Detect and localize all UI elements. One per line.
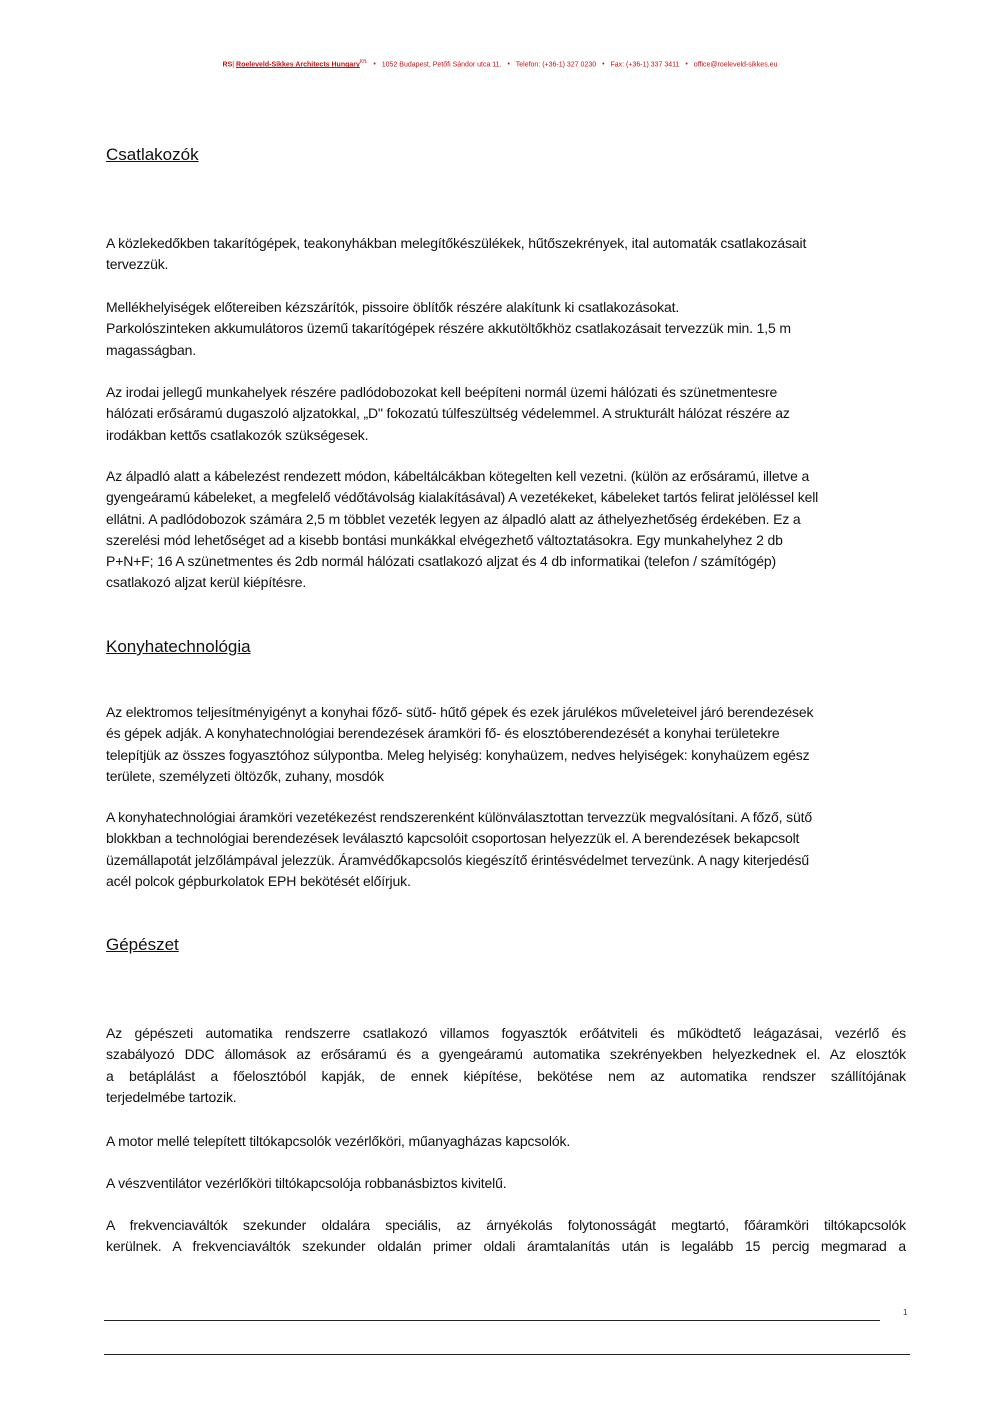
page-number: 1 [903, 1308, 908, 1317]
paragraph-line: ellátni. A padlódobozok számára 2,5 m többlet vezeték legyen az álpadló alatt az áthelyezhetőség érdekében. Ez a [106, 510, 801, 527]
paragraph-line: Az elektromos teljesítményigényt a konyhai főző- sütő- hűtő gépek és ezek járulékos műveleteivel járó berendezések [106, 704, 814, 720]
paragraph-line: Az gépészeti automatika rendszerre csatlakozó villamos fogyasztók erőátviteli és működtető leágazásai, vezérlő és [106, 1025, 906, 1041]
paragraph-line: blokkban a technológiai berendezések leválasztó kapcsolóit csoportosan helyezzük el. A berendezések bekapcsolt [106, 830, 800, 847]
paragraph-line: üzemállapotát jelzőlámpával jelezzük. Áramvédőkapcsolós kiegészítő érintésvédelmet tervezünk. A nagy kiterjedésű [106, 851, 810, 868]
header-separator: • [685, 61, 688, 69]
paragraph-line: acél polcok gépburkolatok EPH bekötését előírjuk. [106, 872, 411, 889]
paragraph [106, 382, 906, 446]
paragraph-line: A frekvenciaváltók szekunder oldalára speciális, az árnyékolás folytonosságát megtartó, főáramköri tiltókapcsolók [106, 1217, 906, 1233]
paragraph-line: kerülnek. A frekvenciaváltók szekunder oldalán primer oldali áramtalanítás után is legalább 15 percig megmarad a [106, 1238, 906, 1255]
header-separator: • [507, 61, 510, 69]
section-title-konyhatechnologia: Konyhatechnológia [106, 637, 251, 656]
paragraph-line: és gépek adják. A konyhatechnológiai berendezések áramköri fő- és elosztóberendezését a konyhai területekre [106, 725, 780, 742]
paragraph-line: csatlakozó aljzat kerül kiépítésre. [106, 574, 307, 591]
paragraph-line: szerelési mód lehetőséget ad a kisebb bontási munkákkal elvégezhető változtatásokra. Egy munkahelyhez 2 db [106, 531, 783, 548]
company-abbreviation: RS [222, 61, 233, 69]
paragraph-line: gyengeáramú kábeleket, a megfelelő védőtávolság kialakításával) A vezetékeket, kábeleket tartós felirat jelöléssel kell [106, 489, 819, 506]
paragraph [106, 807, 906, 892]
header-separator: • [602, 61, 605, 69]
paragraph-line: telepítjük az összes fogyasztóhoz súlypontba. Meleg helyiség: konyhaüzem, nedves helyiségek: konyhaüzem egész [106, 746, 810, 763]
paragraph-line: irodákban kettős csatlakozók szükségesek. [106, 426, 369, 443]
paragraph-line: a betáplálást a főelosztóból kapják, de ennek kiépítése, bekötése nem az automatika rendszer szállítójának [106, 1067, 906, 1084]
paragraph [106, 1023, 906, 1108]
paragraph [106, 702, 906, 787]
paragraph [106, 1131, 906, 1152]
paragraph-line: tervezzük. [106, 256, 169, 273]
paragraph-line: Mellékhelyiségek előtereiben kézszárítók, pissoire öblítők részére alakítunk ki csatlakozásokat. [106, 299, 680, 315]
paragraph-line: területe, személyzeti öltözők, zuhany, mosdók [106, 767, 384, 784]
paragraph-line: terjedelmébe tartozik. [106, 1088, 237, 1105]
paragraph [106, 297, 906, 361]
paragraph-line: hálózati erősáramú dugaszoló aljzatokkal, „D" fokozatú túlfeszültség védelemmel. A strukturált hálózat részére az [106, 405, 790, 422]
paragraph [106, 1173, 906, 1194]
company-phone: Telefon: (+36-1) 327 0230 [515, 61, 597, 69]
company-fax: Fax: (+36-1) 337 3411 [610, 61, 680, 69]
section-title-gepeszet: Gépészet [106, 935, 179, 954]
paragraph [106, 233, 906, 276]
company-email: office@roeleveld-sikkes.eu [693, 61, 778, 69]
paragraph-line: szabályozó DDC állomások az erősáramú és a gyengeáramú automatika szekrényekben helyezkednek el. Az elosztók [106, 1046, 906, 1063]
paragraph-line: Parkolószinteken akkumulátoros üzemű takarítógépek részére akkutöltőkhöz csatlakozásait tervezzük min. 1,5 m [106, 320, 791, 337]
section-title-csatlakozok: Csatlakozók [106, 145, 199, 164]
footer-rule [104, 1320, 880, 1321]
paragraph [106, 466, 906, 594]
company-name: Roeleveld-Sikkes Architects Hungary [236, 61, 360, 69]
header-separator: • [373, 61, 376, 69]
paragraph-line: A vészventilátor vezérlőköri tiltókapcsolója robbanásbiztos kivitelű. [106, 1175, 507, 1191]
footer-rule [104, 1354, 910, 1355]
paragraph-line: magasságban. [106, 341, 197, 358]
paragraph [106, 1215, 906, 1258]
paragraph-line: A közlekedőkben takarítógépek, teakonyhákban melegítőkészülékek, hűtőszekrények, ital automaták csatlakozásait [106, 235, 807, 251]
paragraph-line: P+N+F; 16 A szünetmentes és 2db normál hálózati csatlakozó aljzat és 4 db informatikai (telefon / számítógép) [106, 553, 777, 570]
company-suffix: Kft. [359, 59, 368, 65]
paragraph-line: Az álpadló alatt a kábelezést rendezett módon, kábeltálcákban kötegelten kell vezetni. (külön az erősáramú, illetve a [106, 468, 810, 484]
paragraph-line: A konyhatechnológiai áramköri vezetékezést rendszerenként különválasztottan tervezzük megvalósítani. A főző, sütő [106, 809, 813, 825]
paragraph-line: A motor mellé telepített tiltókapcsolók vezérlőköri, műanyagházas kapcsolók. [106, 1133, 571, 1149]
paragraph-line: Az irodai jellegű munkahelyek részére padlódobozokat kell beépíteni normál üzemi hálózati és szünetmentesre [106, 384, 778, 400]
company-address: 1052 Budapest, Petőfi Sándor utca 11. [381, 61, 502, 69]
letterhead: RS| Roeleveld-Sikkes Architects Hungary$^{Kft.}$ • 1052 Budapest, Petőfi Sándor utca 11. • Telefon: (+36-1) 327 0230 • Fax: (+36-1) 337 3411 • office@roeleveld-sikkes.eu [222, 59, 778, 69]
